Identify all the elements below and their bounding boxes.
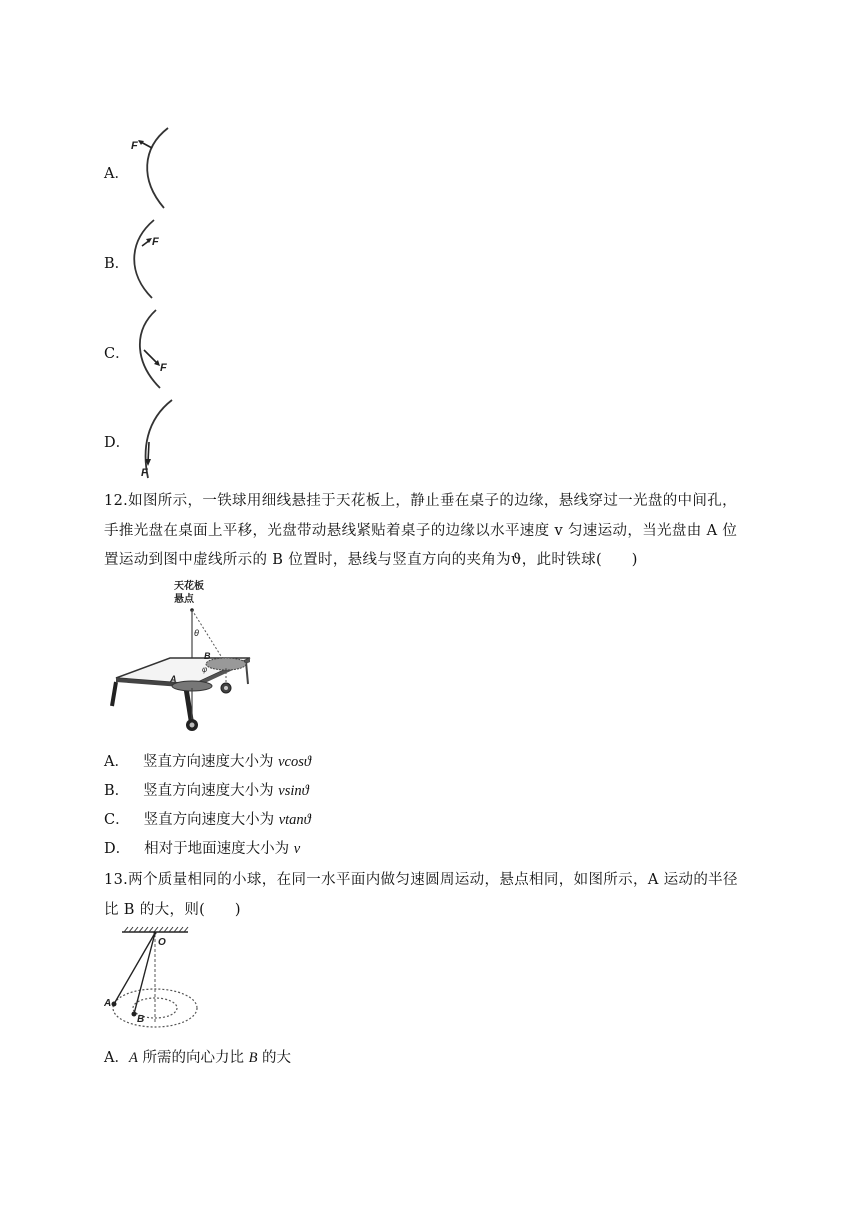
- option-text: 竖直方向速度大小为: [143, 812, 279, 828]
- option-variable: vsinϑ: [278, 783, 309, 799]
- curve-path: [146, 400, 172, 478]
- option-variable: B: [248, 1050, 258, 1066]
- position-b-label: B: [204, 651, 211, 661]
- force-label: F: [152, 236, 159, 248]
- question-13-stem: [104, 866, 764, 925]
- suspension-point-label: 悬点: [174, 594, 194, 605]
- curve-path: [140, 310, 160, 388]
- option-d-label: D．: [104, 435, 131, 451]
- option-text: 相对于地面速度大小为: [144, 841, 294, 857]
- ceiling-label: 天花板: [174, 581, 204, 592]
- q12-line-3: 置运动到图中虚线所示的 B 位置时，悬线与竖直方向的夹角为ϑ，此时铁球( ): [104, 552, 638, 568]
- ball-b-label: B: [137, 1014, 145, 1025]
- ball-b: [132, 1012, 137, 1017]
- option-c-curve-figure: [128, 306, 178, 390]
- force-arrow: [144, 350, 158, 364]
- force-label: F: [131, 140, 138, 152]
- position-a-label: A: [170, 674, 177, 684]
- q12-table-figure: [108, 578, 258, 736]
- q12-option-a: [104, 750, 311, 771]
- q12-option-d: [104, 837, 300, 858]
- force-label: F: [160, 362, 167, 374]
- option-text: 所需的向心力比: [137, 1050, 249, 1066]
- curve-path: [134, 220, 154, 298]
- ball-a-label: A: [104, 998, 112, 1009]
- ball-highlight: [190, 723, 195, 728]
- q13-conical-pendulum-figure: [104, 924, 204, 1034]
- option-letter: B．: [104, 783, 130, 799]
- table-leg: [112, 682, 116, 706]
- option-variable: v: [293, 841, 301, 857]
- q13-option-a: [104, 1046, 291, 1067]
- string-a: [114, 933, 155, 1004]
- q12-option-c: [104, 808, 311, 829]
- option-letter: C．: [104, 812, 130, 828]
- q13-line-2: 比 B 的大，则( ): [104, 901, 241, 918]
- option-letter: A．: [104, 1050, 129, 1066]
- force-label: F: [141, 467, 148, 479]
- table-leg: [246, 662, 248, 684]
- option-variable: A: [128, 1050, 138, 1066]
- option-d-curve-figure: [128, 396, 178, 480]
- option-text: 竖直方向速度大小为: [143, 783, 279, 799]
- option-variable: vcosϑ: [278, 754, 311, 770]
- q12-option-b: [104, 779, 309, 800]
- q12-line-2: 手推光盘在桌面上平移，光盘带动悬线紧贴着桌子的边缘以水平速度 v 匀速运动，当光盘由 A 位: [104, 522, 738, 539]
- point-o-label: O: [158, 937, 166, 948]
- q13-line-1: 13.两个质量相同的小球，在同一水平面内做匀速圆周运动，悬点相同，如图所示，A 运动的半径: [104, 872, 738, 888]
- option-c-label: C．: [104, 346, 130, 362]
- option-letter: A．: [104, 754, 129, 770]
- option-text: 的大: [257, 1050, 292, 1066]
- option-b-label: B．: [104, 256, 130, 272]
- option-variable: vtanϑ: [278, 812, 311, 828]
- option-letter: D．: [104, 841, 131, 857]
- ball-a: [112, 1002, 117, 1007]
- q12-line-1: 12.如图所示，一铁球用细线悬挂于天花板上，静止垂在桌子的边缘，悬线穿过一光盘的中间孔，: [104, 493, 737, 509]
- option-a-curve-figure: [128, 126, 178, 210]
- option-text: 竖直方向速度大小为: [142, 754, 279, 770]
- question-12-stem: [104, 487, 764, 576]
- option-b-curve-figure: [128, 216, 178, 300]
- curve-path: [147, 128, 168, 208]
- ball-highlight: [224, 686, 228, 690]
- phi-label: φ: [202, 665, 208, 674]
- theta-label: θ: [194, 628, 199, 638]
- string-b: [134, 933, 155, 1014]
- option-a-label: A．: [104, 166, 129, 182]
